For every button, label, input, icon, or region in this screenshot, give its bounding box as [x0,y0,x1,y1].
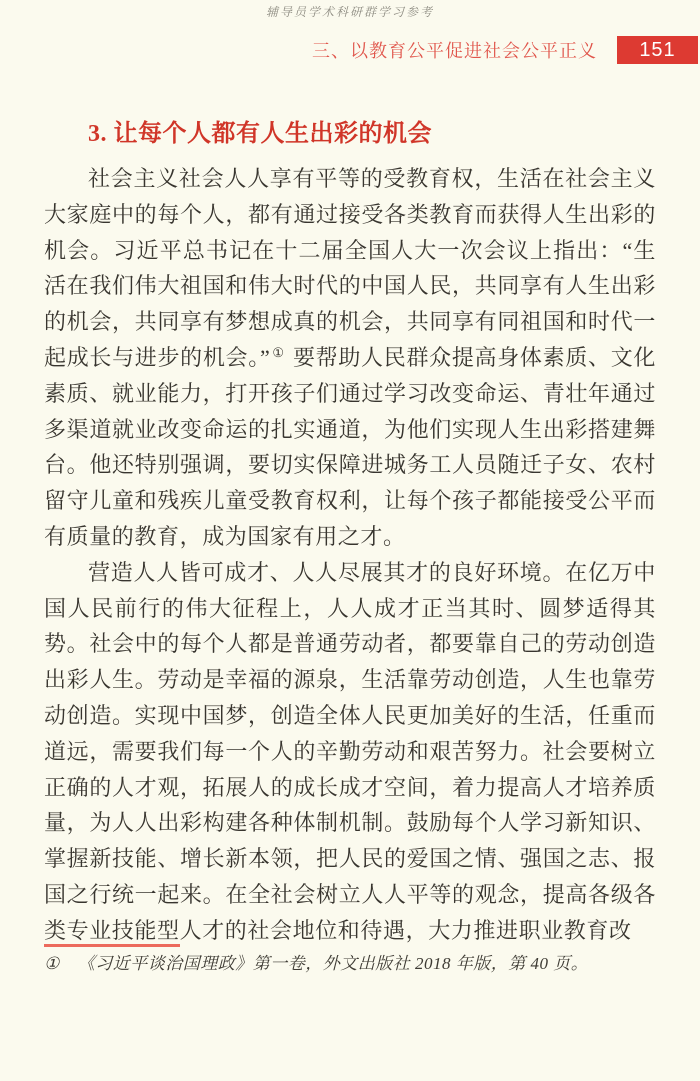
page-number: 151 [639,38,676,61]
section-heading: 3. 让每个人都有人生出彩的机会 [88,121,432,147]
paragraph-2 [44,555,656,949]
paragraph-1 [44,161,656,555]
footnote-marker: ① [44,954,60,973]
watermark-text: 辅导员学术科研群学习参考 [265,5,434,19]
paragraph-2-text: 营造人人皆可成才、人人尽展其才的良好环境。在亿万中国人民前行的伟大征程上，人人成才正当其时、圆梦适得其势。社会中的每个人都是普通劳动者，都要靠自己的劳动创造出彩人生。劳动是幸福的源泉，生活靠劳动创造，人生也靠劳动创造。实现中国梦，创造全体人民更加美好的生活，任重而道远，需要我们每一个人的辛勤劳动和艰苦努力。社会要树立正确的人才观，拓展人的成长成才空间，着力提高人才培养质量，为人人出彩构建各种体制机制。鼓励每个人学习新知识、掌握新技能、增长新本领，把人民的爱国之情、强国之志、报国之行统一起来。在全社会树立人人平等的观念，提高各级各 [44,559,656,907]
page-number-badge [617,36,698,64]
footnote-text: 《习近平谈治国理政》第一卷，外文出版社 2018 年版，第 40 页。 [77,954,589,973]
article-body [44,113,656,949]
footnote-reference: ① [272,344,285,360]
paragraph-1-continued: 要帮助人民群众提高身体素质、文化素质、就业能力，打开孩子们通过学习改变命运、青壮年通过多渠道就业改变命运的扎实通道，为他们实现人生出彩搭建舞台。他还特别强调，要切实保障进城务工人员随迁子女、农村留守儿童和残疾儿童受教育权利，让每个孩子都能接受公平而有质量的教育，成为国家有用之才。 [44,344,657,549]
footnote [44,949,656,974]
page-header [0,36,700,64]
red-underline-annotation: 类专业技能型 [44,918,180,947]
paragraph-1-text: 社会主义社会人人享有平等的受教育权，生活在社会主义大家庭中的每个人，都有通过接受各类教育而获得人生出彩的机会。习近平总书记在十二届全国人大一次会议上指出：“生活在我们伟大祖国和伟大时代的中国人民，共同享有人生出彩的机会，共同享有梦想成真的机会，共同享有同祖国和时代一起成长与进步的机会。” [44,166,656,370]
paragraph-2-continued: 人才的社会地位和待遇，大力推进职业教育改 [179,917,632,943]
running-title: 三、以教育公平促进社会公平正义 [312,41,597,61]
